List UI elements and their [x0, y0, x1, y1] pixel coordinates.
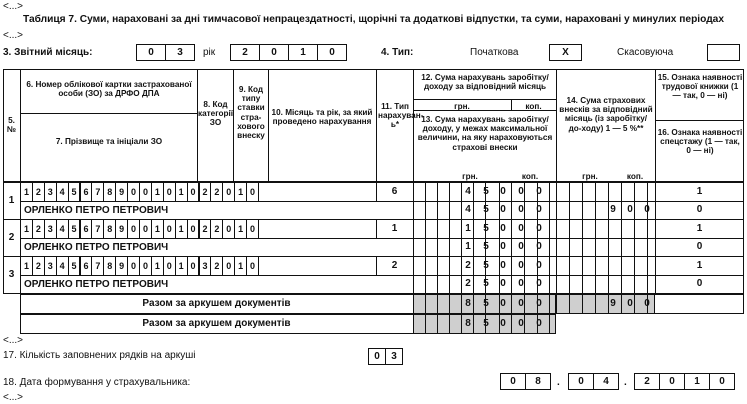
sum12-digit: 5 [483, 186, 489, 197]
header-7: 7. Прізвище та ініціали ЗО [55, 137, 163, 146]
sum13-digit: 0 [500, 241, 506, 252]
digit-card: 1 [20, 219, 33, 239]
type-initial-label: Початкова [470, 47, 519, 58]
row-type: 6 [391, 186, 398, 197]
total-sum-digit: 8 [465, 318, 471, 329]
header-13-kop: коп. [521, 172, 539, 181]
field17-value[interactable] [368, 348, 403, 365]
col-line [449, 256, 450, 294]
col-line [608, 219, 609, 257]
col-line [413, 182, 414, 220]
type-label: 4. Тип: [381, 47, 414, 58]
col-line [621, 256, 622, 294]
digit-cell: 0 [368, 348, 386, 365]
digit-rate: 1 [175, 256, 188, 276]
col-line [425, 182, 426, 220]
digit-rate: 0 [163, 182, 176, 202]
digit-card: 6 [80, 182, 93, 202]
digit-month: 0 [246, 219, 259, 239]
sum12-digit: 0 [536, 223, 542, 234]
header-6: 6. Номер облікової картки застрахованої особи (ЗО) за ДРФО ДПА [26, 80, 192, 99]
digit-card: 9 [115, 256, 128, 276]
section-marker-bottom: <...> [3, 392, 24, 403]
sum13-digit: 1 [465, 241, 471, 252]
digit-card: 6 [80, 219, 93, 239]
digit-month: 2 [199, 182, 212, 202]
digit-rate: 0 [163, 219, 176, 239]
contrib-digit: 9 [610, 204, 616, 215]
header-12-kop: коп. [525, 102, 542, 111]
flag-15: 1 [696, 186, 703, 197]
col-line [549, 219, 550, 257]
col-line [634, 256, 635, 294]
digit-month: 2 [210, 182, 223, 202]
row-type: 2 [391, 260, 398, 271]
digit-card: 6 [80, 256, 93, 276]
col-line [449, 314, 450, 334]
digit-month: 0 [246, 182, 259, 202]
row-number: 1 [8, 195, 15, 206]
digit-month: 0 [222, 256, 235, 276]
digit-cell: 0 [136, 44, 166, 61]
col-line [449, 182, 450, 220]
digit-month: 0 [187, 219, 200, 239]
col-line [413, 256, 414, 294]
header-16: 16. Ознака наявності спецстажу (1 — так, 0 — ні) [657, 128, 743, 156]
digit-cell: 0 [659, 373, 685, 390]
sum12-digit: 0 [518, 223, 524, 234]
row-divider [655, 201, 744, 202]
digit-card: 3 [44, 256, 57, 276]
row-name: ОРЛЕНКО ПЕТРО ПЕТРОВИЧ [24, 205, 169, 216]
sum12-digit: 2 [465, 260, 471, 271]
col-line [608, 256, 609, 294]
sum13-digit: 0 [518, 241, 524, 252]
col-line [449, 219, 450, 257]
sum13-digit: 0 [500, 278, 506, 289]
row-number: 2 [8, 232, 15, 243]
sum12-digit: 4 [465, 186, 471, 197]
digit-cat: 0 [139, 182, 152, 202]
year-label: рік [203, 47, 216, 58]
header-14-kop: коп. [626, 172, 644, 181]
col-line [511, 256, 512, 294]
digit-cell: 0 [709, 373, 735, 390]
col-line [582, 219, 583, 257]
digit-card: 9 [115, 182, 128, 202]
col-line [634, 219, 635, 257]
digit-card: 2 [32, 219, 45, 239]
col-line [425, 256, 426, 294]
header-13: 13. Сума нарахувань заробітку/ доходу, у межах максимальної величини, на яку нараховуються страхові внески [417, 115, 553, 152]
digit-card: 2 [32, 256, 45, 276]
sum13-digit: 2 [465, 278, 471, 289]
digit-cat: 1 [151, 182, 164, 202]
total-label: Разом за аркушем документів [142, 298, 291, 309]
sum12-digit: 0 [536, 260, 542, 271]
digit-cell: 0 [568, 373, 594, 390]
total-sum-digit: 0 [518, 318, 524, 329]
col-line [449, 294, 450, 314]
col-line [425, 314, 426, 334]
total-sum-digit: 0 [536, 318, 542, 329]
date-day[interactable] [500, 373, 551, 390]
digit-cell: 3 [385, 348, 403, 365]
digit-cell: 3 [165, 44, 195, 61]
digit-month: 3 [199, 256, 212, 276]
header-11: 11. Тип нарахуван-ь* [378, 102, 424, 130]
digit-card: 0 [127, 219, 140, 239]
total-sum-digit: 0 [518, 298, 524, 309]
digit-card: 5 [68, 256, 81, 276]
date-month[interactable] [568, 373, 619, 390]
total-contrib-digit: 9 [610, 298, 616, 309]
flag-16: 0 [696, 241, 703, 252]
col-line [569, 219, 570, 257]
digit-cell: 0 [500, 373, 526, 390]
digit-card: 0 [127, 256, 140, 276]
digit-rate: 0 [163, 256, 176, 276]
field17-label: 17. Кількість заповнених рядків на аркуші [3, 350, 196, 361]
col-line [647, 256, 648, 294]
sum13-digit: 4 [465, 204, 471, 215]
total-sum-digit: 0 [500, 318, 506, 329]
col-line [595, 219, 596, 257]
col-line [425, 219, 426, 257]
total-contrib-digit: 0 [627, 298, 633, 309]
sum12-digit: 0 [500, 260, 506, 271]
header-8: 8. Код категорії ЗО [198, 100, 234, 128]
row-name: ОРЛЕНКО ПЕТРО ПЕТРОВИЧ [24, 279, 169, 290]
sum12-digit: 0 [500, 223, 506, 234]
digit-month: 0 [187, 256, 200, 276]
total-sum-digit: 8 [465, 298, 471, 309]
sum12-digit: 0 [518, 186, 524, 197]
month-field[interactable] [136, 44, 195, 61]
sum12-digit: 0 [536, 186, 542, 197]
sum13-digit: 0 [518, 204, 524, 215]
digit-card: 5 [68, 219, 81, 239]
digit-card: 2 [32, 182, 45, 202]
digit-month: 0 [222, 219, 235, 239]
col-line [437, 294, 438, 314]
flag-16: 0 [696, 204, 703, 215]
col-line [556, 219, 557, 257]
digit-card: 1 [20, 256, 33, 276]
year-field[interactable] [230, 44, 347, 61]
digit-cell: 4 [593, 373, 619, 390]
col-line [549, 256, 550, 294]
digit-cat: 0 [139, 219, 152, 239]
sum12-digit: 5 [483, 260, 489, 271]
sum13-digit: 0 [518, 278, 524, 289]
row-name: ОРЛЕНКО ПЕТРО ПЕТРОВИЧ [24, 242, 169, 253]
col-line [569, 294, 570, 314]
total-label: Разом за аркушем документів [142, 318, 291, 329]
flag-15: 1 [696, 223, 703, 234]
sum13-digit: 0 [536, 204, 542, 215]
col-line [437, 314, 438, 334]
digit-card: 7 [91, 256, 104, 276]
col-line [569, 256, 570, 294]
row-divider [655, 275, 744, 276]
row-type: 1 [391, 223, 398, 234]
col-line [511, 294, 512, 314]
flag-16: 0 [696, 278, 703, 289]
digit-card: 4 [56, 182, 69, 202]
digit-month: 1 [234, 219, 247, 239]
digit-card: 8 [103, 182, 116, 202]
digit-card: 4 [56, 256, 69, 276]
digit-month: 2 [199, 219, 212, 239]
digit-card: 8 [103, 256, 116, 276]
digit-card: 3 [44, 219, 57, 239]
contrib-digit: 0 [627, 204, 633, 215]
digit-card: 7 [91, 219, 104, 239]
digit-card: 3 [44, 182, 57, 202]
date-separator: . [557, 377, 560, 388]
col-line [621, 182, 622, 220]
col-line [621, 219, 622, 257]
sum13-digit: 5 [483, 241, 489, 252]
col-line [549, 314, 550, 334]
header-12-grn: грн. [454, 102, 470, 111]
sum13-digit: 5 [483, 204, 489, 215]
section-marker-top: <...> [3, 1, 24, 12]
sum13-digit: 5 [483, 278, 489, 289]
digit-month: 2 [210, 219, 223, 239]
col-line [511, 314, 512, 334]
col-line [413, 219, 414, 257]
flag-15: 1 [696, 260, 703, 271]
digit-card: 5 [68, 182, 81, 202]
col-line [621, 294, 622, 314]
header-13-grn: грн. [462, 172, 478, 181]
total-sum-digit: 5 [483, 298, 489, 309]
section-marker: <...> [3, 30, 24, 41]
digit-card: 8 [103, 219, 116, 239]
digit-cat: 1 [151, 219, 164, 239]
digit-card: 4 [56, 219, 69, 239]
sum13-digit: 0 [500, 204, 506, 215]
header-15: 15. Ознака наявності трудової книжки (1 — так, 0 — ні) [657, 73, 743, 101]
digit-cat: 1 [151, 256, 164, 276]
digit-cell: 0 [259, 44, 289, 61]
digit-cell: 1 [288, 44, 318, 61]
digit-month: 0 [246, 256, 259, 276]
header-12: 12. Сума нарахувань заробітку/ доходу за відповідний місяць [421, 73, 549, 92]
type-initial-checkbox[interactable]: X [549, 44, 582, 61]
digit-rate: 1 [175, 182, 188, 202]
col-line [556, 256, 557, 294]
digit-month: 2 [210, 256, 223, 276]
field18-label: 18. Дата формування у страхувальника: [3, 377, 191, 388]
sum12-digit: 0 [500, 186, 506, 197]
col-line [549, 294, 550, 314]
type-cancel-checkbox[interactable] [707, 44, 740, 61]
sum12-digit: 1 [465, 223, 471, 234]
digit-month: 1 [234, 256, 247, 276]
digit-month: 0 [222, 182, 235, 202]
col-line [437, 182, 438, 220]
month-label: 3. Звітний місяць: [3, 47, 93, 58]
digit-cell: 2 [230, 44, 260, 61]
sum13-digit: 0 [536, 278, 542, 289]
col-line [582, 182, 583, 220]
total-contrib-digit: 0 [644, 298, 650, 309]
total-sum-digit: 5 [483, 318, 489, 329]
col-line [437, 219, 438, 257]
digit-cat: 0 [139, 256, 152, 276]
total-sum-digit: 0 [536, 298, 542, 309]
header-14-grn: грн. [582, 172, 598, 181]
header-10: 10. Місяць та рік, за який проведено нарахування [271, 108, 373, 127]
header-5: 5. № [6, 116, 17, 135]
col-line [437, 256, 438, 294]
digit-month: 1 [234, 182, 247, 202]
col-line [511, 219, 512, 257]
section-marker: <...> [3, 335, 24, 346]
col-line [556, 182, 557, 220]
header-14: 14. Сума страхових внесків за відповідний місяць (із заробітку/до-ходу) 1 — 5 %** [559, 96, 653, 133]
col-line [647, 219, 648, 257]
col-line [582, 294, 583, 314]
col-line [549, 182, 550, 220]
digit-cell: 2 [634, 373, 660, 390]
col-line [595, 256, 596, 294]
contrib-digit: 0 [644, 204, 650, 215]
col-line [582, 256, 583, 294]
type-cancel-label: Скасовуюча [617, 47, 674, 58]
digit-cell: 8 [525, 373, 551, 390]
digit-rate: 1 [175, 219, 188, 239]
col-line [595, 182, 596, 220]
digit-cell: 0 [317, 44, 347, 61]
sum12-digit: 5 [483, 223, 489, 234]
header-9: 9. Код типу ставки стра-хового внеску [237, 85, 265, 140]
digit-month: 0 [187, 182, 200, 202]
digit-card: 0 [127, 182, 140, 202]
sum13-digit: 0 [536, 241, 542, 252]
row-divider [655, 238, 744, 239]
digit-card: 7 [91, 182, 104, 202]
col-line [569, 182, 570, 220]
date-year[interactable] [634, 373, 735, 390]
date-separator: . [624, 377, 627, 388]
col-line [595, 294, 596, 314]
digit-cell: 1 [684, 373, 710, 390]
row-number: 3 [8, 269, 15, 280]
table-title: Таблиця 7. Суми, нараховані за дні тимчасової непрацездатності, щорічні та додаткові відпустки, та суми, нараховані у минулих періодах [22, 14, 725, 25]
digit-card: 9 [115, 219, 128, 239]
sum12-digit: 0 [518, 260, 524, 271]
digit-card: 1 [20, 182, 33, 202]
col-line [425, 294, 426, 314]
total-sum-digit: 0 [500, 298, 506, 309]
col-line [511, 182, 512, 220]
